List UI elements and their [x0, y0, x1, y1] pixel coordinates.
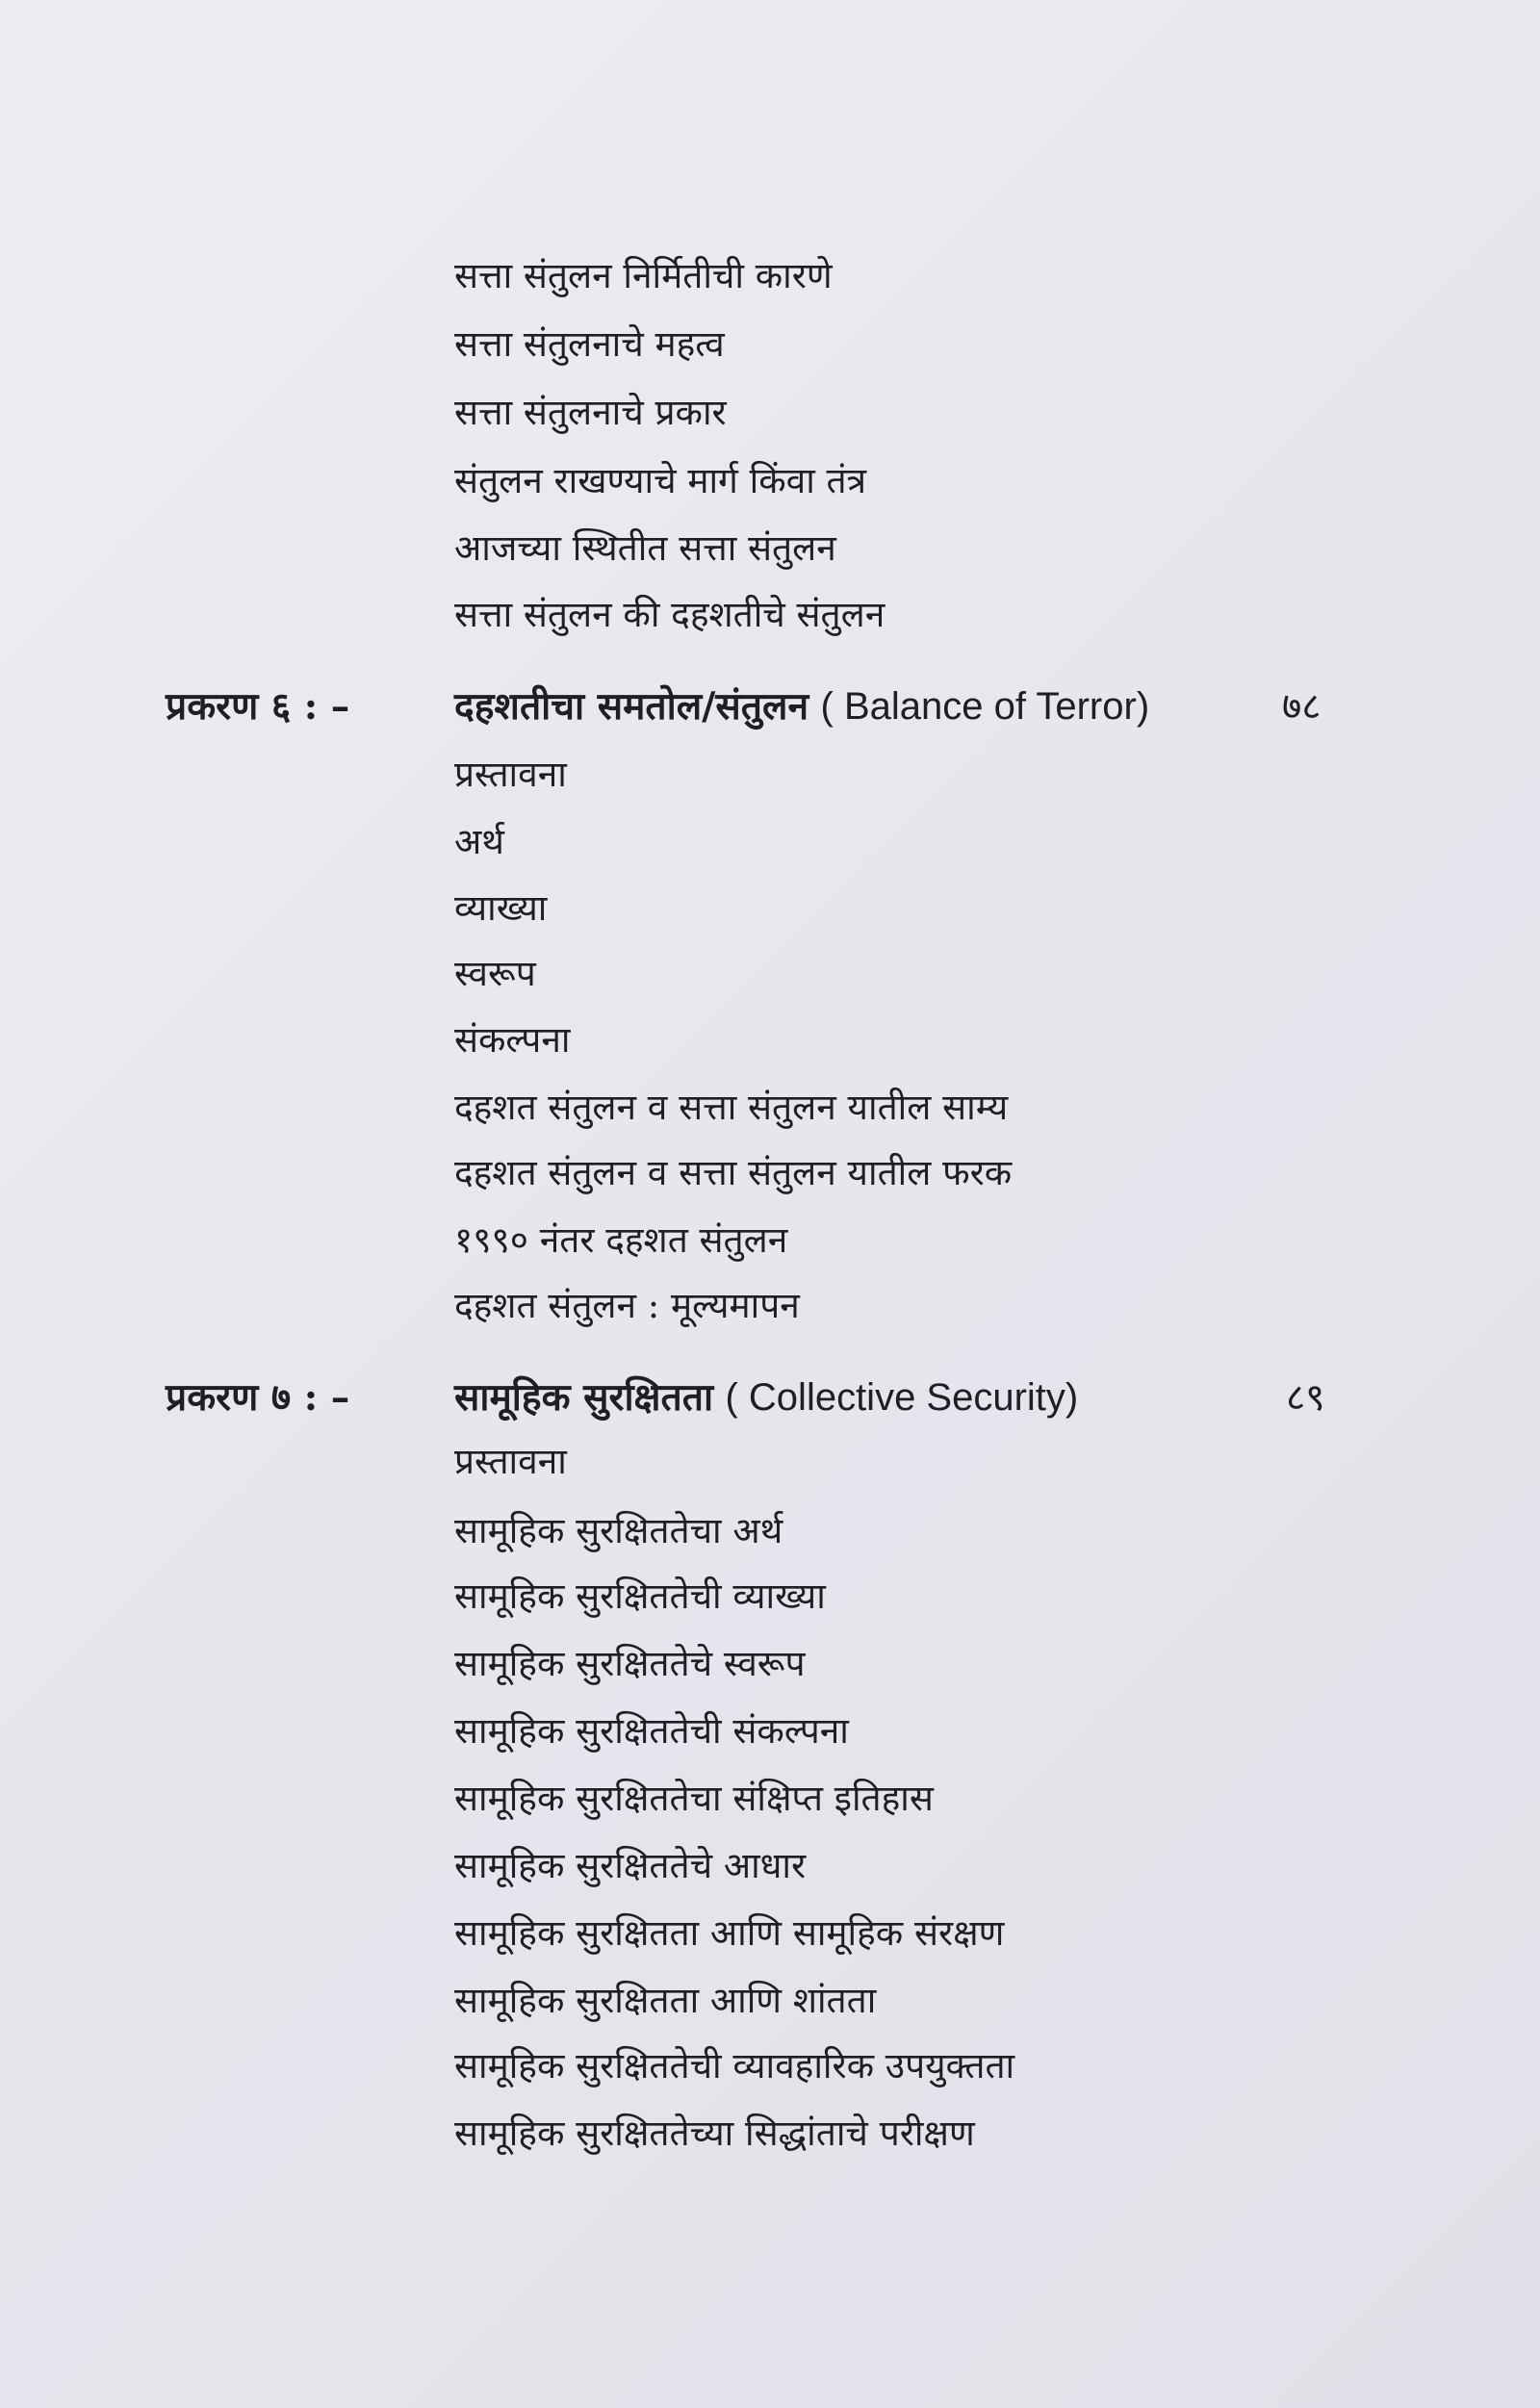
chapter-title-marathi: सामूहिक सुरक्षितता	[454, 1375, 714, 1420]
toc-item: सत्ता संतुलनाचे महत्व	[454, 323, 725, 365]
toc-item: सामूहिक सुरक्षिततेची व्याख्या	[454, 1575, 826, 1617]
toc-item: सामूहिक सुरक्षिततेच्या सिद्धांताचे परीक्षण	[454, 2113, 975, 2154]
chapter-label: प्रकरण ६ : –	[166, 684, 350, 729]
chapter-title-english: ( Balance of Terror)	[820, 685, 1150, 728]
toc-item: सामूहिक सुरक्षिततेचे आधार	[454, 1845, 807, 1886]
toc-item: सामूहिक सुरक्षिततेचे स्वरूप	[454, 1643, 806, 1684]
chapter-title-english: ( Collective Security)	[725, 1376, 1079, 1419]
chapter-title	[454, 1371, 1078, 1422]
toc-item: दहशत संतुलन व सत्ता संतुलन यातील फरक	[454, 1152, 1013, 1193]
toc-item: सामूहिक सुरक्षितता आणि शांतता	[454, 1980, 877, 2021]
toc-item: सामूहिक सुरक्षिततेचा अर्थ	[454, 1510, 783, 1551]
chapter-title-marathi: दहशतीचा समतोल/संतुलन	[454, 684, 809, 729]
toc-item: व्याख्या	[454, 887, 548, 929]
toc-item: प्रस्तावना	[454, 1441, 567, 1482]
chapter-title	[454, 679, 1149, 730]
toc-item: प्रस्तावना	[454, 754, 567, 795]
toc-item: सत्ता संतुलनाचे प्रकार	[454, 392, 727, 433]
toc-item: सत्ता संतुलन की दहशतीचे संतुलन	[454, 594, 886, 635]
toc-item: स्वरूप	[454, 953, 536, 994]
toc-item: सत्ता संतुलन निर्मितीची कारणे	[454, 255, 833, 296]
toc-item: अर्थ	[454, 821, 504, 862]
toc-item: दहशत संतुलन व सत्ता संतुलन यातील साम्य	[454, 1087, 1009, 1128]
toc-item: सामूहिक सुरक्षितता आणि सामूहिक संरक्षण	[454, 1912, 1005, 1954]
toc-item: सामूहिक सुरक्षिततेची व्यावहारिक उपयुक्तता	[454, 2045, 1015, 2087]
chapter-page-number: ७८	[1282, 685, 1322, 729]
toc-item: संतुलन राखण्याचे मार्ग किंवा तंत्र	[454, 460, 867, 501]
toc-item: दहशत संतुलन : मूल्यमापन	[454, 1285, 800, 1326]
toc-item: आजच्या स्थितीत सत्ता संतुलन	[454, 527, 836, 569]
chapter-label: प्रकरण ७ : –	[166, 1375, 350, 1420]
toc-item: सामूहिक सुरक्षिततेची संकल्पना	[454, 1710, 849, 1752]
toc-item: संकल्पना	[454, 1019, 571, 1061]
toc-item: १९९० नंतर दहशत संतुलन	[454, 1219, 788, 1261]
toc-item: सामूहिक सुरक्षिततेचा संक्षिप्त इतिहास	[454, 1778, 934, 1819]
chapter-page-number: ८९	[1286, 1376, 1325, 1420]
